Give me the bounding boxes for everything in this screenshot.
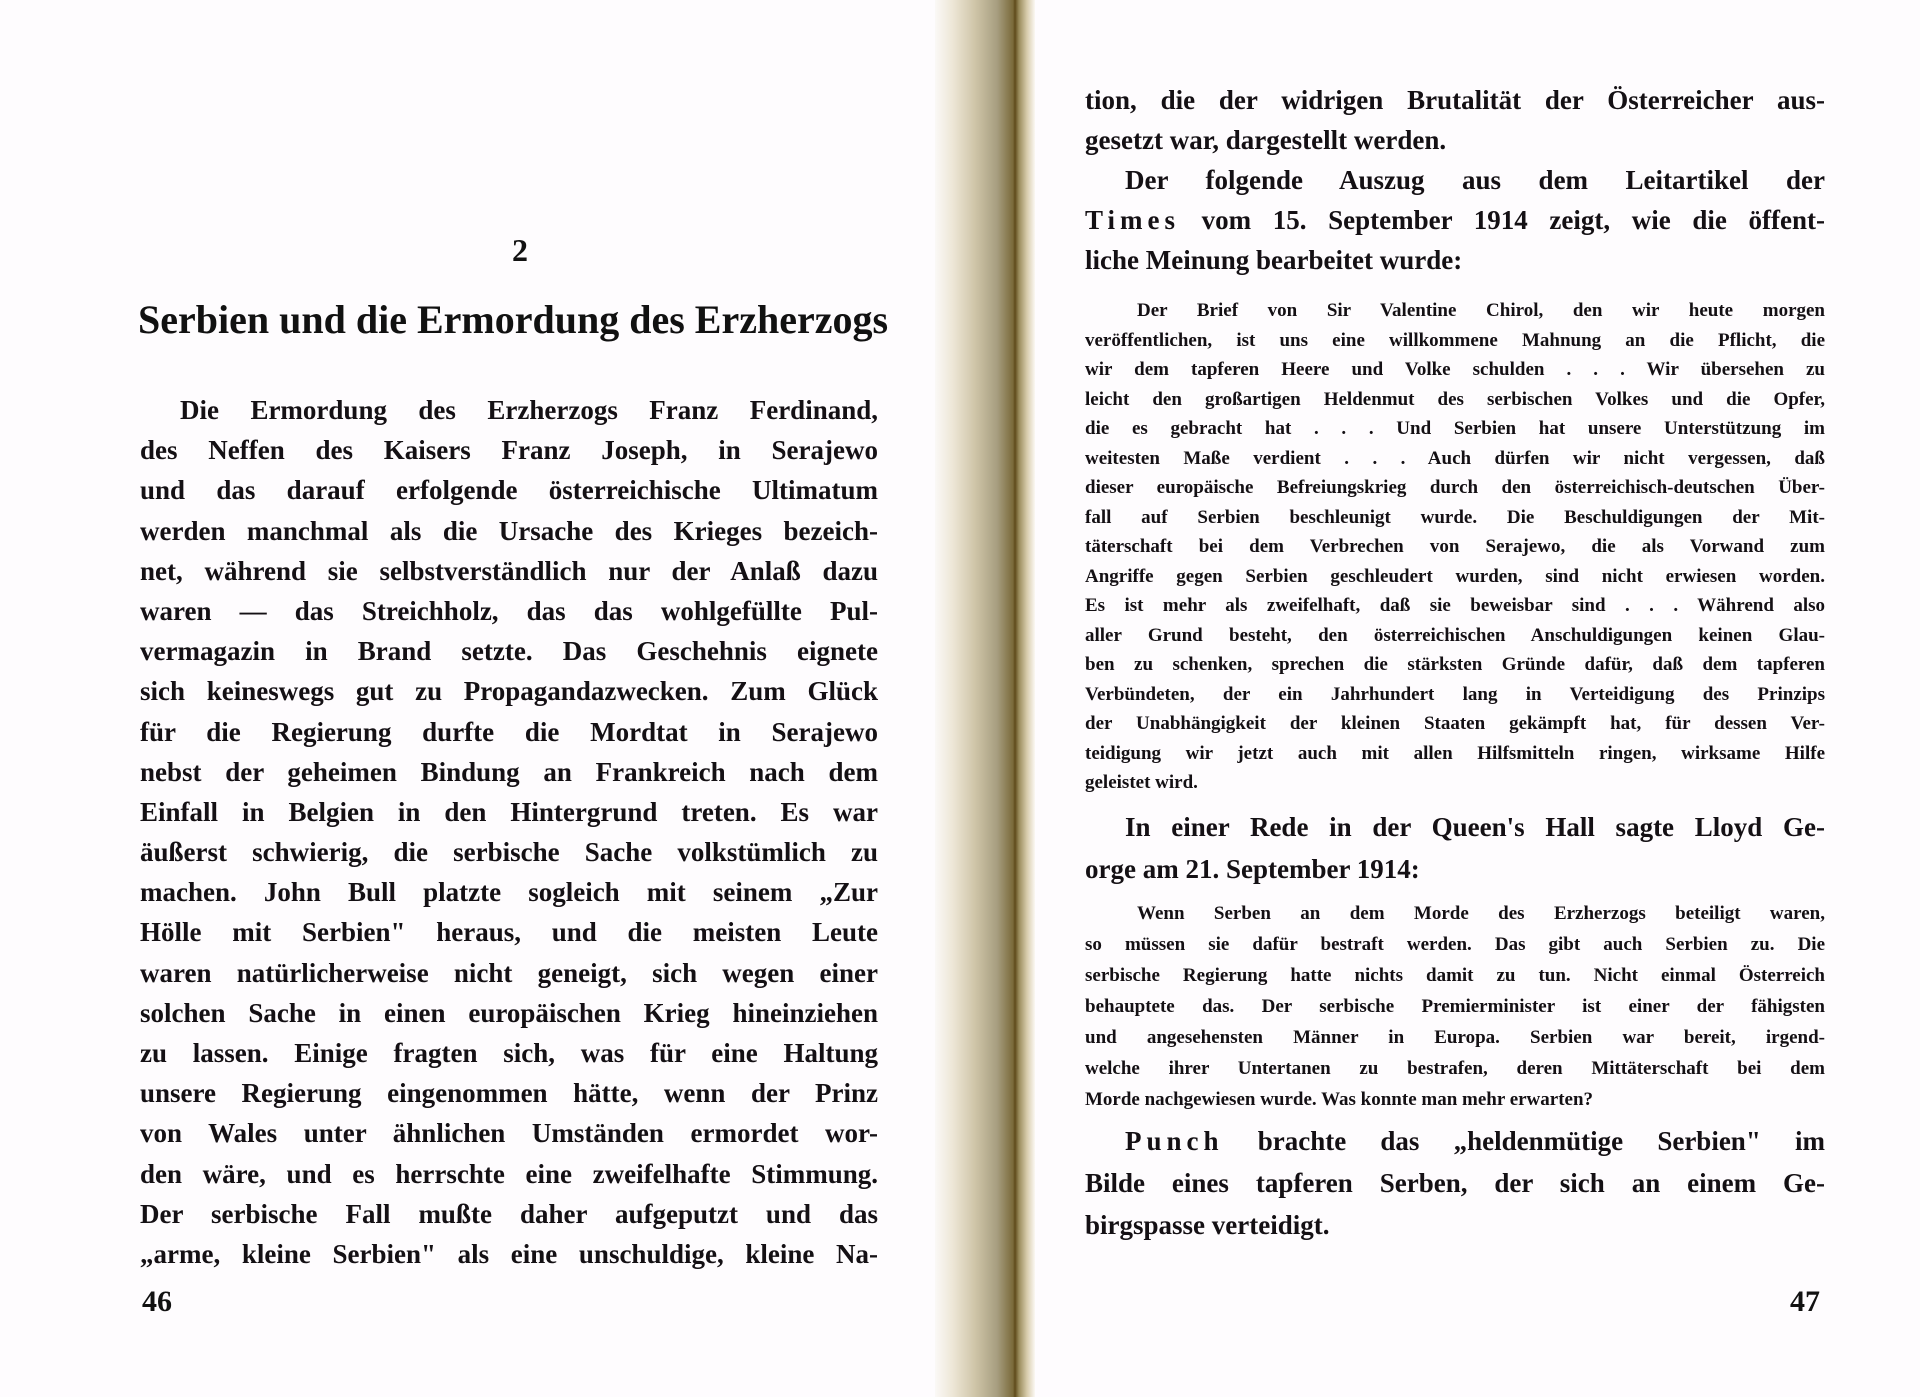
text-line: Bilde eines tapferen Serben, der sich an einem Ge- xyxy=(1085,1168,1825,1198)
book-gutter xyxy=(935,0,1035,1397)
quote-line: Der Brief von Sir Valentine Chirol, den wir heute morgen xyxy=(1137,300,1825,321)
text-line: äußerst schwierig, die serbische Sache volkstümlich zu xyxy=(140,837,878,868)
quote-line: so müssen sie dafür bestraft werden. Das gibt auch Serbien zu. Die xyxy=(1085,934,1825,955)
text-line: machen. John Bull platzte sogleich mit seinem „Zur xyxy=(140,877,878,908)
text-line xyxy=(1085,200,1825,240)
punch-paragraph xyxy=(1085,1120,1825,1246)
text-line: des Neffen des Kaisers Franz Joseph, in Serajewo xyxy=(140,435,878,466)
text-line xyxy=(1085,1120,1825,1162)
quote-line: veröffentlichen, ist uns eine willkommene Mahnung an die Pflicht, die xyxy=(1085,329,1825,351)
text-line: net, während sie selbstverständlich nur der Anlaß dazu xyxy=(140,555,878,586)
text-line: Einfall in Belgien in den Hintergrund treten. Es war xyxy=(140,796,878,827)
quote-line: aller Grund besteht, den österreichischen Anschuldigungen keinen Glau- xyxy=(1085,624,1825,646)
text-line: und das darauf erfolgende österreichische Ultimatum xyxy=(140,475,878,506)
text-line: zu lassen. Einige fragten sich, was für eine Haltung xyxy=(140,1038,878,1068)
quote-line: serbische Regierung hatte nichts damit zu tun. Nicht einmal Österreich xyxy=(1085,965,1825,986)
text-line: „arme, kleine Serbien" als eine unschuldige, kleine Na- xyxy=(140,1238,878,1269)
right-page-intro xyxy=(1085,80,1825,280)
page-number-right: 47 xyxy=(1790,1285,1820,1318)
quote-line: ben zu schenken, sprechen die stärksten Gründe dafür, daß dem tapferen xyxy=(1085,654,1825,675)
magazine-name-punch: Punch xyxy=(1125,1126,1224,1156)
text-line: nebst der geheimen Bindung an Frankreich nach dem xyxy=(140,756,878,787)
left-page-paragraph xyxy=(140,390,878,1274)
quote-line: behauptete das. Der serbische Premierminister ist einer der fähigsten xyxy=(1085,996,1825,1017)
text-line: birgspasse verteidigt. xyxy=(1085,1210,1330,1240)
quote-line: Verbündeten, der ein Jahrhundert lang in Verteidigung des Prinzips xyxy=(1085,683,1825,705)
quote-line: wir dem tapferen Heere und Volke schulden . . . Wir übersehen zu xyxy=(1085,359,1825,380)
quote-line: Es ist mehr als zweifelhaft, daß sie beweisbar sind . . . Während also xyxy=(1085,595,1825,616)
text-line: sich keineswegs gut zu Propagandazwecken. Zum Glück xyxy=(140,676,878,707)
text-line: waren natürlicherweise nicht geneigt, sich wegen einer xyxy=(140,957,878,988)
quote-line: Wenn Serben an dem Morde des Erzherzogs beteiligt waren, xyxy=(1137,903,1825,924)
quote-line: teidigung wir jetzt auch mit allen Hilfsmitteln ringen, wirksame Hilfe xyxy=(1085,742,1825,764)
quote-line: täterschaft bei dem Verbrechen von Serajewo, die als Vorwand zum xyxy=(1085,536,1825,557)
text-fragment: vom 15. September 1914 zeigt, wie die öffent- xyxy=(1180,205,1825,235)
text-line: Die Ermordung des Erzherzogs Franz Ferdinand, xyxy=(180,395,878,425)
quote-line: die es gebracht hat . . . Und Serbien hat unsere Unterstützung im xyxy=(1085,418,1825,439)
quote-line: leicht den großartigen Heldenmut des serbischen Volkes und die Opfer, xyxy=(1085,388,1825,410)
text-line: werden manchmal als die Ursache des Krieges bezeich- xyxy=(140,515,878,546)
quote-line: der Unabhängigkeit der kleinen Staaten gekämpft hat, für dessen Ver- xyxy=(1085,713,1825,734)
text-line: für die Regierung durfte die Mordtat in Serajewo xyxy=(140,716,878,747)
quote-line: Morde nachgewiesen wurde. Was konnte man mehr erwarten? xyxy=(1085,1089,1594,1110)
quote-line: dieser europäische Befreiungskrieg durch den österreichisch-deutschen Über- xyxy=(1085,477,1825,498)
times-quotation xyxy=(1085,296,1825,798)
text-fragment: brachte das „heldenmütige Serbien" im xyxy=(1223,1126,1825,1156)
text-line: tion, die der widrigen Brutalität der Österreicher aus- xyxy=(1085,85,1825,115)
text-line: den wäre, und es herrschte eine zweifelhafte Stimmung. xyxy=(140,1158,878,1189)
text-line: Der serbische Fall mußte daher aufgeputzt und das xyxy=(140,1198,878,1229)
text-line: waren — das Streichholz, das das wohlgefüllte Pul- xyxy=(140,595,878,626)
chapter-number: 2 xyxy=(512,232,528,268)
text-line: Hölle mit Serbien" heraus, und die meisten Leute xyxy=(140,917,878,948)
quote-line: und angesehensten Männer in Europa. Serbien war bereit, irgend- xyxy=(1085,1027,1825,1048)
text-line: liche Meinung bearbeitet wurde: xyxy=(1085,245,1463,275)
text-line: unsere Regierung eingenommen hätte, wenn der Prinz xyxy=(140,1078,878,1109)
quote-line: weitesten Maße verdient . . . Auch dürfen wir nicht vergessen, daß xyxy=(1085,447,1825,469)
text-line: Der folgende Auszug aus dem Leitartikel der xyxy=(1125,165,1825,195)
lloyd-george-quotation xyxy=(1085,898,1825,1115)
quote-line: geleistet wird. xyxy=(1085,772,1198,793)
lloyd-george-intro xyxy=(1085,806,1825,890)
text-line: In einer Rede in der Queen's Hall sagte Lloyd Ge- xyxy=(1125,812,1825,842)
newspaper-name-times: Times xyxy=(1085,205,1181,235)
quote-line: fall auf Serbien beschleunigt wurde. Die Beschuldigungen der Mit- xyxy=(1085,506,1825,528)
text-line: solchen Sache in einen europäischen Krieg hineinziehen xyxy=(140,997,878,1028)
page-number-left: 46 xyxy=(142,1285,172,1318)
quote-line: Angriffe gegen Serbien geschleudert wurden, sind nicht erwiesen worden. xyxy=(1085,565,1825,587)
text-line: orge am 21. September 1914: xyxy=(1085,854,1420,884)
text-line: vermagazin in Brand setzte. Das Geschehnis eignete xyxy=(140,636,878,667)
quote-line: welche ihrer Untertanen zu bestrafen, deren Mittäterschaft bei dem xyxy=(1085,1058,1825,1079)
text-line: von Wales unter ähnlichen Umständen ermordet wor- xyxy=(140,1118,878,1149)
text-line: gesetzt war, dargestellt werden. xyxy=(1085,125,1447,155)
chapter-title: Serbien und die Ermordung des Erzherzogs xyxy=(138,297,889,342)
